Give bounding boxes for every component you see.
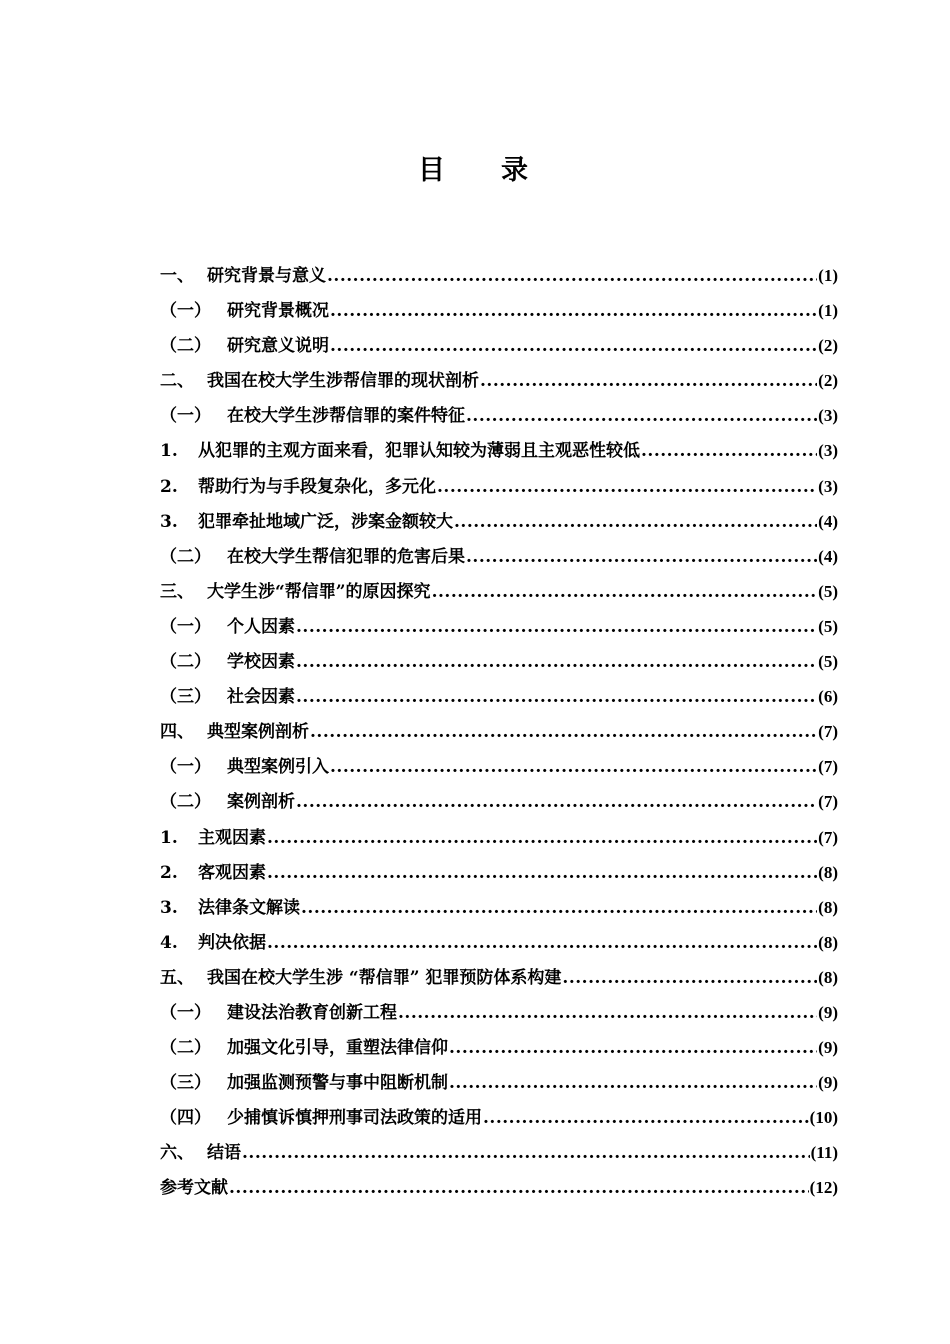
toc-entry-page: (9) (818, 1073, 838, 1093)
dot-leader (432, 575, 818, 610)
toc-entry[interactable] (160, 1100, 838, 1135)
title-char-1: 目 (418, 155, 449, 186)
toc-entry-number: （一） (160, 1002, 211, 1023)
dot-leader (296, 785, 817, 820)
toc-entry-label: 大学生涉“帮信罪”的原因探究 (207, 581, 431, 602)
dot-leader (330, 750, 817, 785)
dot-leader (267, 821, 817, 856)
toc-entry[interactable] (160, 258, 838, 293)
dot-leader (449, 1066, 817, 1101)
dot-leader (296, 680, 817, 715)
toc-entry[interactable] (160, 1030, 838, 1065)
dot-leader (437, 470, 817, 505)
toc-entry-page: (9) (818, 1002, 838, 1022)
toc-entry[interactable] (160, 363, 838, 398)
title-char-2: 录 (501, 155, 532, 186)
toc-entry[interactable] (160, 749, 838, 784)
toc-entry[interactable] (160, 784, 838, 819)
toc-entry-page: (10) (809, 1108, 838, 1128)
toc-entry-page: (4) (818, 511, 838, 531)
toc-entry-label: 个人因素 (227, 616, 295, 637)
toc-entry-number: （二） (160, 546, 211, 567)
toc-entry-page: (7) (818, 827, 838, 847)
toc-entry-page: (1) (818, 301, 838, 321)
toc-entry-number: （一） (160, 406, 211, 427)
toc-entry-number: 1. (160, 441, 178, 462)
toc-entry-number: （一） (160, 301, 211, 322)
toc-entry-page: (8) (818, 967, 838, 987)
toc-entry[interactable] (160, 855, 838, 890)
toc-entry-label: 从犯罪的主观方面来看，犯罪认知较为薄弱且主观恶性较低 (198, 441, 640, 462)
toc-entry-page: (7) (818, 792, 838, 812)
toc-entry-page: (1) (818, 266, 838, 285)
dot-leader (466, 540, 817, 575)
toc-entry[interactable] (160, 609, 838, 644)
toc-entry-number: （二） (160, 792, 211, 813)
toc-entry-number: 二、 (160, 371, 194, 392)
dot-leader (483, 1101, 809, 1136)
toc-entry[interactable] (160, 714, 838, 749)
toc-entry-label: 研究背景概况 (227, 301, 329, 322)
dot-leader (301, 891, 817, 926)
toc-entry-number: （一） (160, 616, 211, 637)
toc-entry-number: 3. (160, 511, 178, 532)
toc-entry-label: 加强监测预警与事中阻断机制 (227, 1073, 448, 1094)
toc-entry-number: （三） (160, 687, 211, 708)
toc-entry[interactable] (160, 328, 838, 363)
toc-entry[interactable] (160, 293, 838, 328)
dot-leader (330, 329, 817, 364)
dot-leader (480, 364, 817, 399)
toc-entry-number: 2. (160, 476, 178, 497)
toc-entry-label: 犯罪牵扯地域广泛，涉案金额较大 (198, 511, 453, 532)
toc-entry-page: (7) (818, 757, 838, 777)
toc-entry-page: (7) (818, 722, 838, 742)
toc-entry-label: 帮助行为与手段复杂化，多元化 (198, 476, 436, 497)
page-title (0, 148, 950, 187)
toc-entry-label: 社会因素 (227, 687, 295, 708)
toc-entry-page: (5) (818, 652, 838, 672)
toc-entry-label: 研究背景与意义 (207, 266, 326, 286)
toc-entry-page: (11) (810, 1143, 838, 1163)
dot-leader (229, 1171, 809, 1206)
toc-entry[interactable] (160, 820, 838, 855)
toc-entry-number: 五、 (160, 967, 194, 988)
toc-entry-page: (5) (818, 581, 838, 601)
toc-entry-label: 主观因素 (198, 827, 266, 848)
dot-leader (449, 1031, 817, 1066)
toc-entry-label: 结语 (207, 1143, 241, 1164)
toc-entry-number: （三） (160, 1073, 211, 1094)
toc-entry[interactable] (160, 890, 838, 925)
toc-entry-label: 典型案例引入 (227, 757, 329, 778)
toc-entry-label: 建设法治教育创新工程 (227, 1002, 397, 1023)
toc-entry[interactable] (160, 398, 838, 433)
toc-entry-number: 2. (160, 862, 178, 883)
dot-leader (641, 434, 817, 469)
toc-entry-label: 参考文献 (160, 1178, 228, 1199)
table-of-contents (160, 258, 838, 1206)
toc-entry[interactable] (160, 1065, 838, 1100)
toc-entry-label: 我国在校大学生涉 “帮信罪” 犯罪预防体系构建 (207, 967, 562, 988)
toc-entry-number: （四） (160, 1108, 211, 1129)
toc-entry-page: (3) (818, 441, 838, 461)
toc-entry-label: 在校大学生帮信犯罪的危害后果 (227, 546, 465, 567)
toc-entry-label: 法律条文解读 (198, 897, 300, 918)
toc-entry-number: 一、 (160, 266, 194, 286)
dot-leader (398, 996, 817, 1031)
toc-entry[interactable] (160, 433, 838, 468)
toc-entry-number: （一） (160, 757, 211, 778)
toc-entry[interactable] (160, 539, 838, 574)
toc-entry[interactable] (160, 960, 838, 995)
dot-leader (267, 926, 817, 961)
dot-leader (466, 399, 817, 434)
toc-entry-page: (12) (809, 1178, 838, 1198)
toc-entry-page: (5) (818, 616, 838, 636)
toc-entry[interactable] (160, 469, 838, 504)
toc-entry-number: （二） (160, 652, 211, 673)
dot-leader (242, 1136, 810, 1171)
toc-entry-label: 客观因素 (198, 862, 266, 883)
dot-leader (296, 610, 817, 645)
toc-entry[interactable] (160, 504, 838, 539)
toc-entry-label: 典型案例剖析 (207, 722, 309, 743)
dot-leader (327, 259, 817, 294)
toc-entry-label: 案例剖析 (227, 792, 295, 813)
toc-entry-label: 在校大学生涉帮信罪的案件特征 (227, 406, 465, 427)
toc-entry-page: (8) (818, 932, 838, 952)
toc-entry-label: 研究意义说明 (227, 336, 329, 357)
toc-entry-page: (8) (818, 862, 838, 882)
toc-entry[interactable] (160, 644, 838, 679)
toc-entry-number: 三、 (160, 581, 194, 602)
toc-entry-page: (3) (818, 476, 838, 496)
toc-entry-number: 4. (160, 932, 178, 953)
toc-entry[interactable] (160, 1135, 838, 1170)
dot-leader (267, 856, 817, 891)
toc-entry-number: 四、 (160, 722, 194, 743)
toc-entry-page: (6) (818, 687, 838, 707)
dot-leader (330, 294, 817, 329)
toc-entry-label: 判决依据 (198, 932, 266, 953)
toc-entry-number: 3. (160, 897, 178, 918)
dot-leader (454, 505, 817, 540)
dot-leader (296, 645, 817, 680)
toc-entry-label: 学校因素 (227, 652, 295, 673)
toc-entry-page: (9) (818, 1038, 838, 1058)
toc-entry-page: (4) (818, 546, 838, 566)
toc-entry-page: (8) (818, 897, 838, 917)
toc-entry[interactable] (160, 1170, 838, 1205)
toc-entry-number: （二） (160, 336, 211, 357)
dot-leader (562, 961, 817, 996)
toc-entry[interactable] (160, 574, 838, 609)
toc-entry-number: 1. (160, 827, 178, 848)
dot-leader (310, 715, 817, 750)
toc-entry-label: 我国在校大学生涉帮信罪的现状剖析 (207, 371, 479, 392)
toc-entry-label: 少捕慎诉慎押刑事司法政策的适用 (227, 1108, 482, 1129)
toc-entry-page: (2) (818, 371, 838, 391)
toc-entry[interactable] (160, 679, 838, 714)
toc-entry-number: （二） (160, 1038, 211, 1059)
toc-entry-number: 六、 (160, 1143, 194, 1164)
toc-entry-label: 加强文化引导，重塑法律信仰 (227, 1038, 448, 1059)
toc-entry-page: (2) (818, 336, 838, 356)
toc-entry[interactable] (160, 925, 838, 960)
toc-entry[interactable] (160, 995, 838, 1030)
toc-entry-page: (3) (818, 406, 838, 426)
